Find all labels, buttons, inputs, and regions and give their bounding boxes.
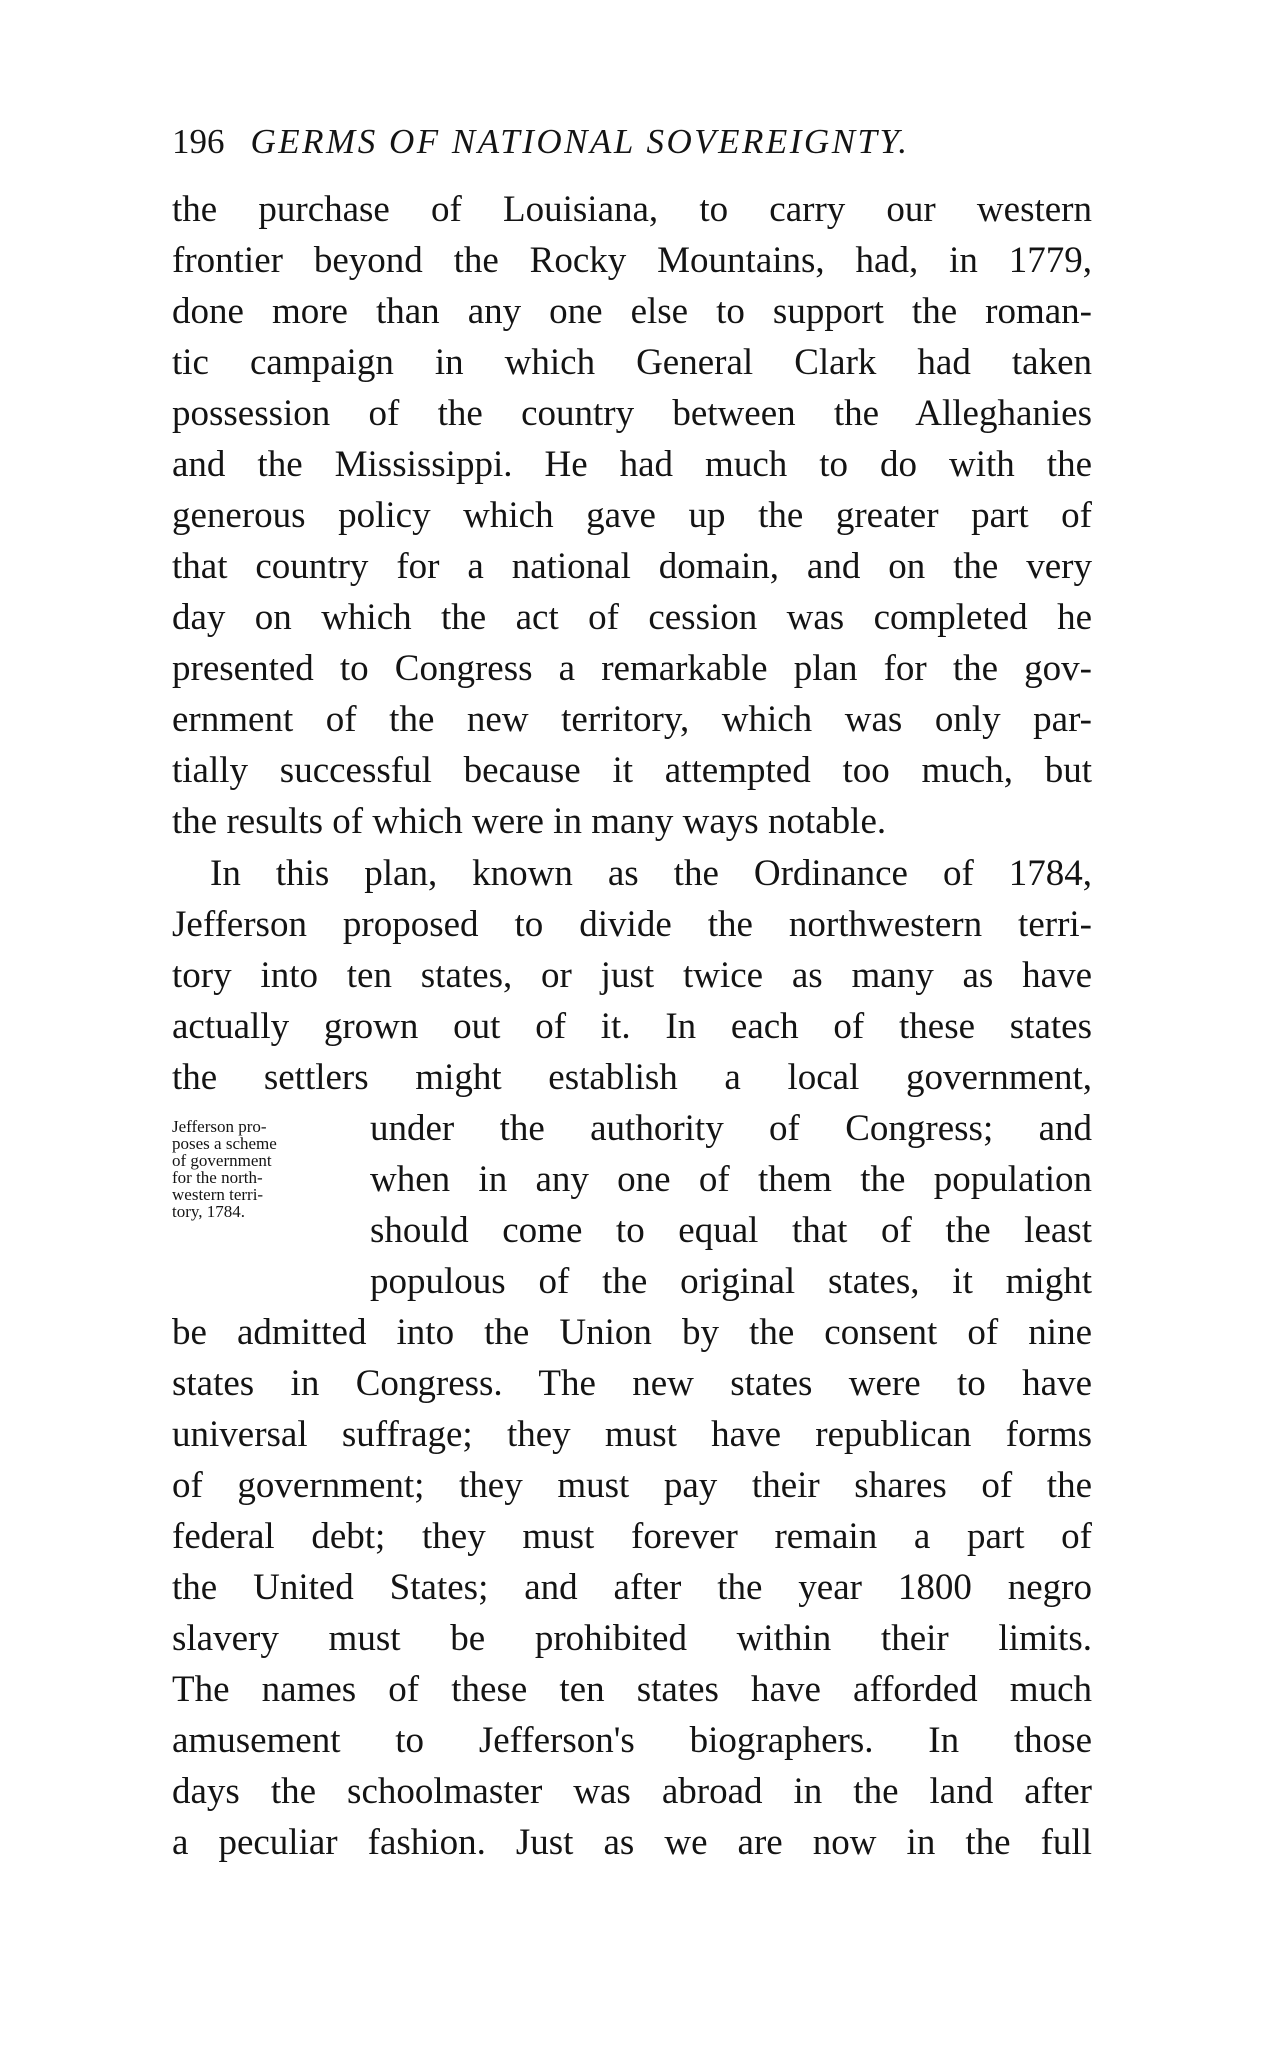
text-line: done more than any one else to support the roman- (172, 291, 1092, 332)
text-line: presented to Congress a remarkable plan for the gov- (172, 648, 1092, 689)
text-line: day on which the act of cession was completed he (172, 597, 1092, 638)
text-line: the purchase of Louisiana, to carry our western (172, 189, 1092, 230)
margin-note-line: poses a scheme (172, 1134, 277, 1153)
text-line: federal debt; they must forever remain a part of (172, 1516, 1092, 1557)
text-line: universal suffrage; they must have republican forms (172, 1414, 1092, 1455)
text-line: that country for a national domain, and on the very (172, 546, 1092, 587)
margin-note-line: for the north- (172, 1168, 263, 1187)
text-line: days the schoolmaster was abroad in the land after (172, 1771, 1092, 1812)
text-line: tory into ten states, or just twice as many as have (172, 955, 1092, 996)
text-line: when in any one of them the population (370, 1159, 1092, 1200)
text-line: In this plan, known as the Ordinance of 1784, (210, 853, 1092, 894)
page-number: 196 (172, 122, 225, 161)
text-line: a peculiar fashion. Just as we are now in the full (172, 1822, 1092, 1863)
text-line: states in Congress. The new states were to have (172, 1363, 1092, 1404)
text-line: The names of these ten states have afforded much (172, 1669, 1092, 1710)
text-line: generous policy which gave up the greater part of (172, 495, 1092, 536)
margin-note (172, 1118, 358, 1220)
text-line: possession of the country between the Alleghanies (172, 393, 1092, 434)
running-title: GERMS OF NATIONAL SOVEREIGNTY. (250, 122, 910, 161)
margin-note-line: tory, 1784. (172, 1202, 246, 1221)
text-line: the United States; and after the year 1800 negro (172, 1567, 1092, 1608)
text-line: tially successful because it attempted too much, but (172, 750, 1092, 791)
text-line: under the authority of Congress; and (370, 1108, 1092, 1149)
text-line: slavery must be prohibited within their limits. (172, 1618, 1092, 1659)
margin-note-line: of government (172, 1151, 272, 1170)
text-line: tic campaign in which General Clark had taken (172, 342, 1092, 383)
running-header (172, 112, 1092, 172)
margin-note-line: Jefferson pro- (172, 1117, 267, 1136)
margin-note-line: western terri- (172, 1185, 264, 1204)
text-line: the settlers might establish a local government, (172, 1057, 1092, 1098)
text-line: should come to equal that of the least (370, 1210, 1092, 1251)
text-line: the results of which were in many ways notable. (172, 801, 887, 842)
text-line: ernment of the new territory, which was only par- (172, 699, 1092, 740)
text-line: amusement to Jefferson's biographers. In those (172, 1720, 1092, 1761)
text-line: be admitted into the Union by the consent of nine (172, 1312, 1092, 1353)
text-line: of government; they must pay their shares of the (172, 1465, 1092, 1506)
text-line: frontier beyond the Rocky Mountains, had, in 1779, (172, 240, 1092, 281)
text-line: populous of the original states, it might (370, 1261, 1092, 1302)
text-line: actually grown out of it. In each of these states (172, 1006, 1092, 1047)
text-line: Jefferson proposed to divide the northwestern terri- (172, 904, 1092, 945)
text-line: and the Mississippi. He had much to do with the (172, 444, 1092, 485)
